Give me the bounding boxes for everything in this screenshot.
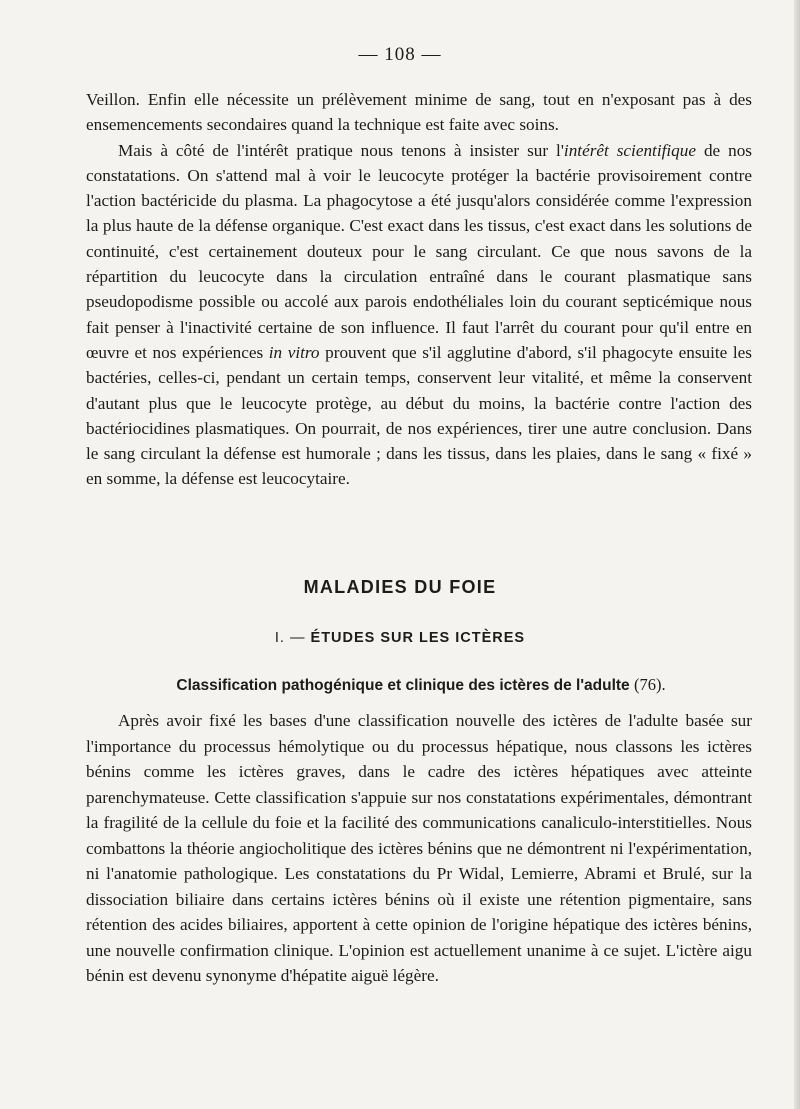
section-title: MALADIES DU FOIE bbox=[303, 577, 497, 597]
scan-edge-shadow bbox=[794, 0, 800, 1109]
text-block-icteres bbox=[86, 708, 752, 989]
paragraph-continued: Veillon. Enfin elle nécessite un prélèvement minime de sang, tout en n'exposant pas à des ensemencements secondaires quand la technique est faite avec soins. bbox=[86, 90, 752, 135]
paragraph-classification: Après avoir fixé les bases d'une classification nouvelle des ictères de l'adulte basée sur l'importance du processus hémolytique ou du processus hépatique, nous classons les ictères bénins comme les ictères graves, dans le cadre des ictères hépatiques avec atteinte parenchymateuse. Cette classification s'appuie sur nos constatations expérimentales, démontrant la fragilité de la cellule du foie et la facilité des communications canaliculo-interstitielles. Nous combattons la théorie angiocholitique des ictères bénins que ne démontrent ni l'expérimentation, ni l'anatomie pathologique. Les constatations du Pr Widal, Lemierre, Abrami et Brulé, sur la dissociation biliaire dans certains ictères bénins où il existe une rétention pigmentaire, sans rétention des acides biliaires, apportent à cette opinion de l'origine hépatique des ictères bénins, une nouvelle confirmation clinique. L'opinion est actuellement unanime à ce sujet. L'ictère aigu bénin est devenu synonyme d'hépatite aiguë légère. bbox=[86, 711, 752, 985]
italic-phrase: in vitro bbox=[268, 342, 320, 362]
item-title bbox=[0, 675, 800, 695]
item-heading: Classification pathogénique et clinique des ictères de l'adulte bbox=[176, 677, 630, 694]
subsection-number: I. — bbox=[274, 630, 306, 646]
paragraph-scientific-interest bbox=[86, 138, 752, 492]
paragraph-text: de nos constatations. On s'attend mal à voir le leucocyte protéger la bactérie provisoirement contre l'action bactéricide du plasma. La phagocytose a été jusqu'alors considérée comme l'expression la plus haute de la défense organique. C'est exact dans les tissus, c'est exact dans les solutions de continuité, c'est certainement douteux pour le sang circulant. Ce que nous savons de la répartition du leucocyte dans la circulation entraîné dans le courant plasmatique sans pseudopodisme possible ou accolé aux parois endothéliales loin du courant septicémique nous fait penser à l'inactivité certaine de son influence. Il faut l'arrêt du courant pour qu'il entre en œuvre et nos expériences bbox=[86, 140, 752, 362]
paragraph-text: Mais à côté de l'intérêt pratique nous tenons à insister sur l' bbox=[118, 140, 564, 160]
page-number: — 108 — bbox=[358, 44, 442, 65]
subsection-heading: ÉTUDES SUR LES ICTÈRES bbox=[310, 630, 526, 646]
text-block-continuation bbox=[86, 87, 752, 492]
paragraph-text: prouvent que s'il agglutine d'abord, s'il phagocyte ensuite les bactéries, celles-ci, pendant un certain temps, conservent leur vitalité, et même la conservent d'autant plus que le leucocyte protège, au début du moins, la bactérie contre l'action des bactériocidines plasmatiques. On pourrait, de nos expériences, tirer une autre conclusion. Dans le sang circulant la défense est humorale ; dans les tissus, dans les plaies, dans le sang « fixé » en somme, la défense est leucocytaire. bbox=[86, 342, 752, 489]
subsection-title bbox=[0, 630, 800, 646]
italic-phrase: intérêt scientifique bbox=[563, 140, 696, 160]
item-reference: (76). bbox=[633, 675, 666, 694]
